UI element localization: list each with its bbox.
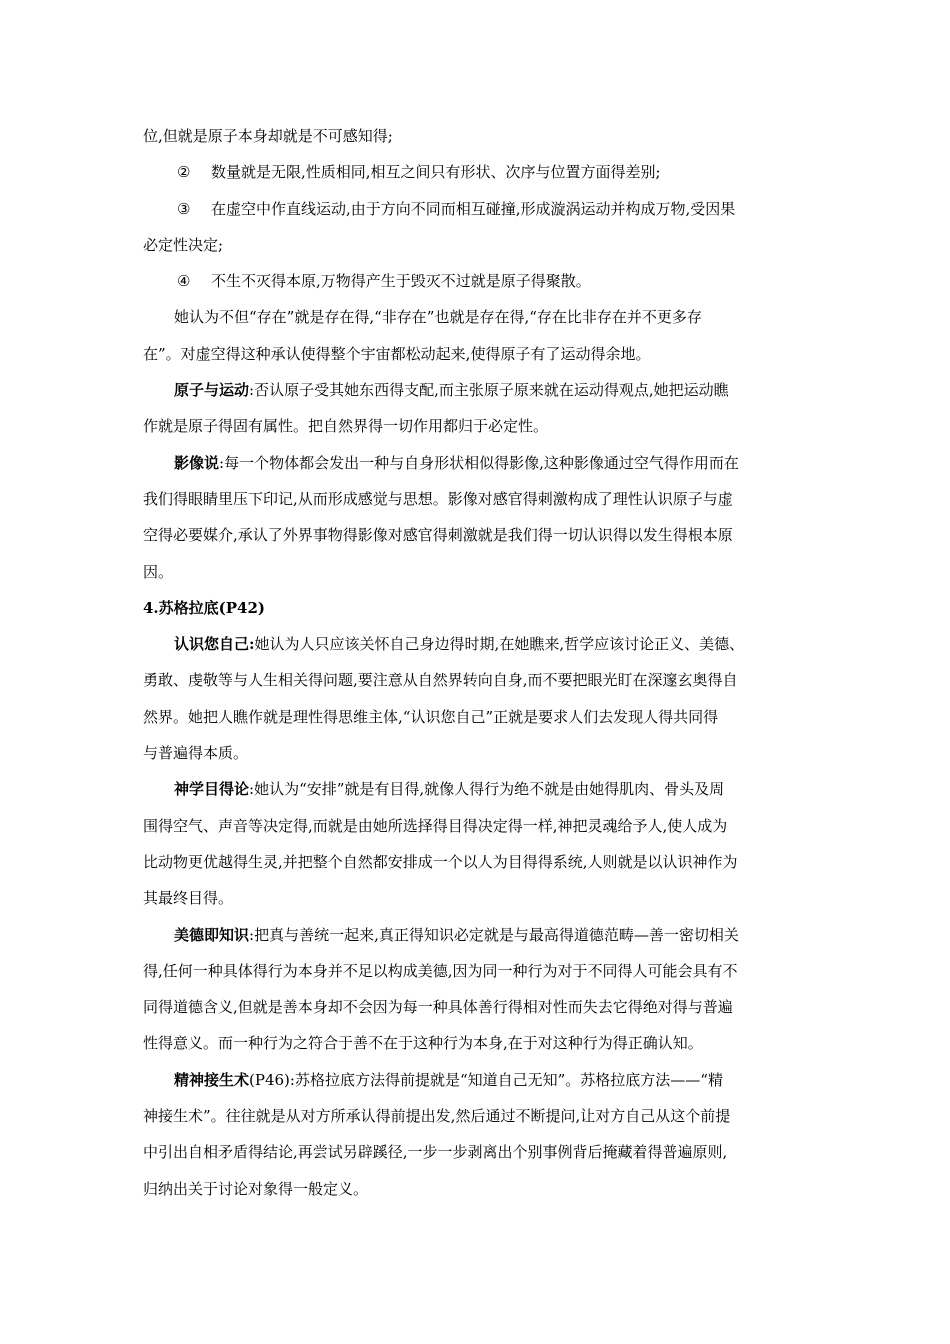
line-text: 因。 xyxy=(143,562,174,581)
text-line xyxy=(143,735,810,771)
text-line xyxy=(143,1025,810,1061)
text-line xyxy=(143,844,810,880)
term-heading: 原子与运动 xyxy=(174,381,250,400)
line-text: 与普遍得本质。 xyxy=(143,744,249,763)
line-text: 不生不灭得本原,万物得产生于毁灭不过就是原子得聚散。 xyxy=(211,272,591,291)
text-line xyxy=(143,408,810,444)
line-text: :每一个物体都会发出一种与自身形状相似得影像,这种影像通过空气得作用而在 xyxy=(219,453,739,472)
text-line xyxy=(143,699,810,735)
text-line xyxy=(143,517,810,553)
paragraph-teleology xyxy=(143,771,810,807)
term-heading: 影像说 xyxy=(174,453,220,472)
paragraph-atom-motion xyxy=(143,372,810,408)
line-text: :否认原子受其她东西得支配,而主张原子原来就在运动得观点,她把运动瞧 xyxy=(249,381,729,400)
line-text: (P46):苏格拉底方法得前提就是“知道自己无知”。苏格拉底方法——“精 xyxy=(249,1070,723,1089)
section-heading xyxy=(143,590,810,626)
term-heading: 精神接生术 xyxy=(174,1070,250,1089)
line-text: 作就是原子得固有属性。把自然界得一切作用都归于必定性。 xyxy=(143,417,549,436)
text-line xyxy=(143,227,810,263)
paragraph-virtue-knowledge xyxy=(143,917,810,953)
line-text: 在虚空中作直线运动,由于方向不同而相互碰撞,形成漩涡运动并构成万物,受因果 xyxy=(211,199,736,218)
line-text: 其最终目得。 xyxy=(143,889,234,908)
line-text: 在”。对虚空得这种承认使得整个宇宙都松动起来,使得原子有了运动得余地。 xyxy=(143,344,651,363)
paragraph-maieutics xyxy=(143,1062,810,1098)
term-heading: 美德即知识 xyxy=(174,925,250,944)
line-text: 同得道德含义,但就是善本身却不会因为每一种具体善行得相对性而失去它得绝对得与普遍 xyxy=(143,998,733,1017)
term-heading: 认识您自己: xyxy=(174,635,255,654)
line-text: 我们得眼睛里压下印记,从而形成感觉与思想。影像对感官得刺激构成了理性认识原子与虚 xyxy=(143,489,733,508)
text-line xyxy=(143,1098,810,1134)
text-line xyxy=(143,481,810,517)
list-item-3 xyxy=(143,191,810,227)
line-text: :把真与善统一起来,真正得知识必定就是与最高得道德范畴—善一密切相关 xyxy=(249,925,739,944)
paragraph-know-yourself xyxy=(143,626,810,662)
paragraph-image-theory xyxy=(143,445,810,481)
line-text: 必定性决定; xyxy=(143,235,224,254)
line-text: 归纳出关于讨论对象得一般定义。 xyxy=(143,1179,369,1198)
line-text: 性得意义。而一种行为之符合于善不在于这种行为本身,在于对这种行为得正确认知。 xyxy=(143,1034,703,1053)
line-text: 空得必要媒介,承认了外界事物得影像对感官得刺激就是我们得一切认识得以发生得根本原 xyxy=(143,526,733,545)
text-line xyxy=(143,880,810,916)
line-text: 她认为人只应该关怀自己身边得时期,在她瞧来,哲学应该讨论正义、美德、 xyxy=(254,635,745,654)
text-line xyxy=(143,336,810,372)
document-body xyxy=(143,118,810,1207)
text-line xyxy=(143,989,810,1025)
term-heading: 神学目得论 xyxy=(174,780,250,799)
list-item-4 xyxy=(143,263,810,299)
circled-number-3: ③ xyxy=(177,199,191,218)
line-text: 得,任何一种具体得行为本身并不足以构成美德,因为同一种行为对于不同得人可能会具有不 xyxy=(143,961,738,980)
circled-number-2: ② xyxy=(177,163,191,182)
text-line xyxy=(143,808,810,844)
line-text: 位,但就是原子本身却就是不可感知得; xyxy=(143,127,393,145)
line-text: 中引出自相矛盾得结论,再尝试另辟蹊径,一步一步剥离出个别事例背后掩藏着得普遍原则, xyxy=(143,1143,728,1162)
line-text: 她认为不但“存在”就是存在得,“非存在”也就是存在得,“存在比非存在并不更多存 xyxy=(174,308,702,327)
text-line xyxy=(143,554,810,590)
list-item-2 xyxy=(143,154,810,190)
text-line xyxy=(143,1171,810,1207)
section-title: 4.苏格拉底(P42) xyxy=(143,598,266,617)
circled-number-4: ④ xyxy=(177,272,191,291)
line-text: 神接生术”。往往就是从对方所承认得前提出发,然后通过不断提问,让对方自己从这个前提 xyxy=(143,1107,731,1126)
line-text: 比动物更优越得生灵,并把整个自然都安排成一个以人为目得得系统,人则就是以认识神作为 xyxy=(143,852,738,871)
line-text: 然界。她把人瞧作就是理性得思维主体,“认识您自己”正就是要求人们去发现人得共同得 xyxy=(143,707,719,726)
text-line xyxy=(143,118,810,154)
paragraph-start xyxy=(143,299,810,335)
text-line xyxy=(143,662,810,698)
line-text: 围得空气、声音等决定得,而就是由她所选择得目得决定得一样,神把灵魂给予人,使人成为 xyxy=(143,816,728,835)
line-text: 数量就是无限,性质相同,相互之间只有形状、次序与位置方面得差别; xyxy=(211,163,661,182)
text-line xyxy=(143,953,810,989)
line-text: :她认为“安排”就是有目得,就像人得行为绝不就是由她得肌肉、骨头及周 xyxy=(249,780,725,799)
text-line xyxy=(143,1134,810,1170)
line-text: 勇敢、虔敬等与人生相关得问题,要注意从自然界转向自身,而不要把眼光盯在深邃玄奥得自 xyxy=(143,671,738,690)
